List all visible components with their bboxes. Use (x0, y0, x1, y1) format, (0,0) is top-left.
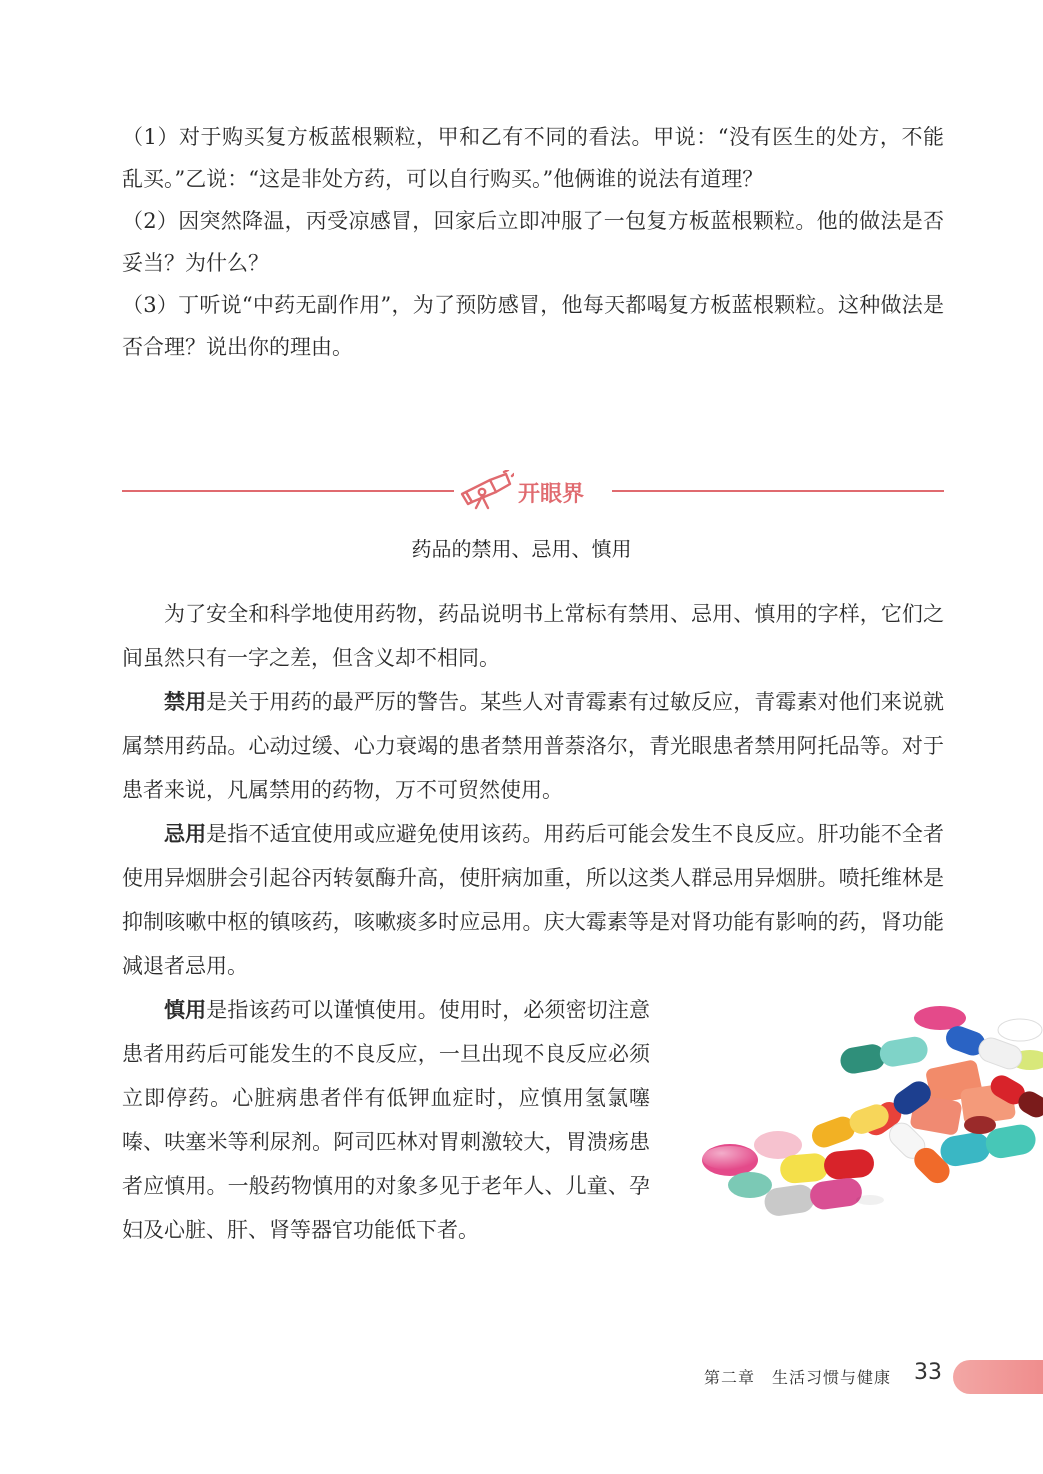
page-number: 33 (914, 1360, 942, 1385)
pills-illustration (700, 1000, 1043, 1220)
telescope-icon (460, 470, 514, 514)
article-title: 药品的禁用、忌用、慎用 (411, 537, 632, 561)
question-3: （3）丁听说“中药无副作用”，为了预防感冒，他每天都喝复方板蓝根颗粒。这种做法是否合理？说出你的理由。 (122, 293, 944, 359)
question-1: （1）对于购买复方板蓝根颗粒，甲和乙有不同的看法。甲说：“没有医生的处方，不能乱买。”乙说：“这是非处方药，可以自行购买。”他俩谁的说法有道理？ (122, 125, 944, 191)
article-intro: 为了安全和科学地使用药物，药品说明书上常标有禁用、忌用、慎用的字样，它们之间虽然只有一字之差，但含义却不相同。 (122, 602, 944, 670)
footer-chapter: 第二章 生活习惯与健康 (703, 1368, 891, 1387)
term-caution: 慎用 (164, 998, 207, 1022)
section-divider-right (612, 490, 944, 492)
paragraph-prohibited: 禁用是关于用药的最严厉的警告。某些人对青霉素有过敏反应，青霉素对他们来说就属禁用药品。心动过缓、心力衰竭的患者禁用普萘洛尔，青光眼患者禁用阿托品等。对于患者来说，凡属禁用的药物，万不可贸然使用。 (122, 690, 945, 802)
section-title: 开眼界 (518, 481, 585, 507)
paragraph-avoid: 忌用是指不适宜使用或应避免使用该药。用药后可能会发生不良反应。肝功能不全者使用异烟肼会引起谷丙转氨酶升高，使肝病加重，所以这类人群忌用异烟肼。喷托维林是抑制咳嗽中枢的镇咳药，咳嗽痰多时应忌用。庆大霉素等是对肾功能有影响的药，肾功能减退者忌用。 (122, 822, 945, 978)
term-avoid: 忌用 (164, 822, 207, 846)
page-tab-decoration (953, 1360, 1043, 1394)
section-divider-left (122, 490, 454, 492)
question-2: （2）因突然降温，丙受凉感冒，回家后立即冲服了一包复方板蓝根颗粒。他的做法是否妥当？为什么？ (122, 209, 944, 275)
questions-block (122, 116, 944, 368)
term-prohibited: 禁用 (164, 690, 207, 714)
paragraph-caution: 慎用是指该药可以谨慎使用。使用时，必须密切注意患者用药后可能发生的不良反应，一旦出现不良反应必须立即停药。心脏病患者伴有低钾血症时，应慎用氢氯噻嗪、呋塞米等利尿剂。阿司匹林对胃刺激较大，胃溃疡患者应慎用。一般药物慎用的对象多见于老年人、儿童、孕妇及心脏、肝、肾等器官功能低下者。 (122, 998, 651, 1242)
section-header (460, 472, 620, 512)
